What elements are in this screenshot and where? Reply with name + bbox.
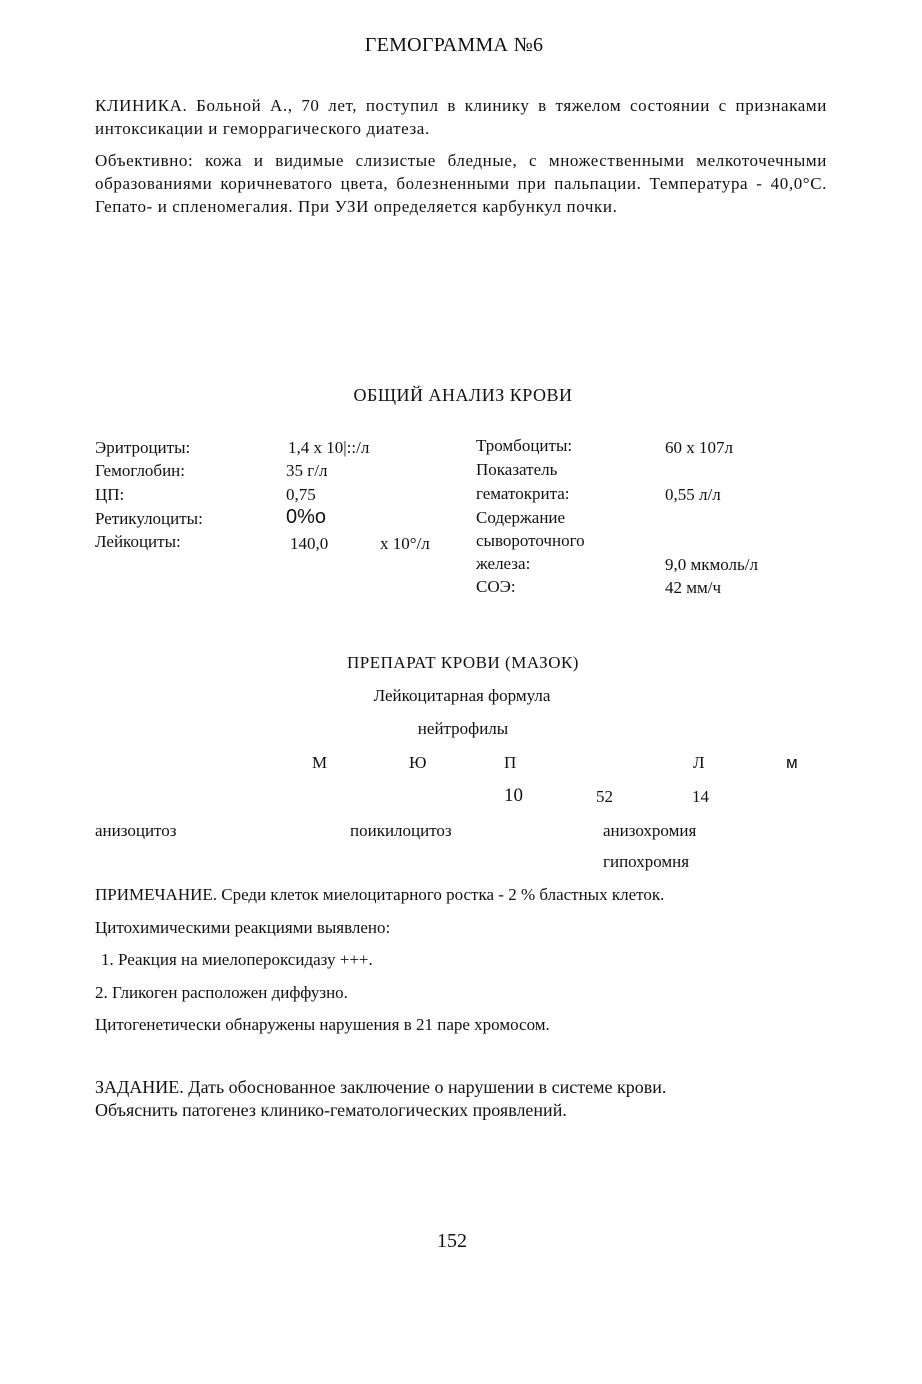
iron-label-line1: Содержание xyxy=(476,508,566,527)
hemoglobin-value: 35 г/л xyxy=(286,461,328,480)
color-index-label: ЦП: xyxy=(95,485,125,504)
column-m-myelocytes: М xyxy=(312,753,328,772)
leukocytes-value: 140,0 xyxy=(290,534,329,553)
anisocytosis-label: анизоцитоз xyxy=(95,821,177,840)
color-index-value: 0,75 xyxy=(286,485,316,504)
iron-value: 9,0 мкмоль/л xyxy=(665,555,758,574)
erythrocytes-value: 1,4 х 10|::/л xyxy=(288,438,370,457)
reticulocytes-label: Ретикулоциты: xyxy=(95,509,203,528)
hematocrit-value: 0,55 л/л xyxy=(665,485,721,504)
hypochromia-label: гипохромня xyxy=(603,852,690,871)
platelets-label: Тромбоциты: xyxy=(476,436,573,455)
neutrophils-heading: нейтрофилы xyxy=(417,719,509,738)
page-title: ГЕМОГРАММА №6 xyxy=(364,34,544,56)
leukocyte-formula-heading: Лейкоцитарная формула xyxy=(373,686,551,705)
erythrocytes-label: Эритроциты: xyxy=(95,438,191,457)
hematocrit-label-line2: гематокрита: xyxy=(476,484,570,503)
note-text: ПРИМЕЧАНИЕ. Среди клеток миелоцитарного ростка - 2 % бластных клеток. xyxy=(95,885,665,904)
page-number: 152 xyxy=(437,1230,467,1252)
hemoglobin-label: Гемоглобин: xyxy=(95,461,185,480)
column-p-band: П xyxy=(504,753,517,772)
iron-label-line3: железа: xyxy=(476,554,531,573)
blood-analysis-heading: ОБЩИЙ АНАЛИЗ КРОВИ xyxy=(353,385,573,405)
cytochemistry-item-1: 1. Реакция на миелопероксидазу +++. xyxy=(101,950,373,969)
task-line-2: Объяснить патогенез клинико-гематологических проявлений. xyxy=(95,1100,567,1120)
smear-heading: ПРЕПАРАТ КРОВИ (МАЗОК) xyxy=(347,653,579,672)
cytogenetics-text: Цитогенетически обнаружены нарушения в 21 паре хромосом. xyxy=(95,1015,550,1034)
reticulocytes-value: 0%о xyxy=(286,506,327,528)
clinic-paragraph: КЛИНИКА. Больной А., 70 лет, поступил в клинику в тяжелом состоянии с признаками интоксикации и геморрагического диатеза. xyxy=(95,96,827,138)
task-line-1: ЗАДАНИЕ. Дать обоснованное заключение о нарушении в системе крови. xyxy=(95,1077,667,1097)
band-value: 10 xyxy=(504,785,523,806)
esr-label: СОЭ: xyxy=(476,577,516,596)
hematocrit-label-line1: Показатель xyxy=(476,460,558,479)
cytochemistry-intro: Цитохимическими реакциями выявлено: xyxy=(95,918,391,937)
platelets-value: 60 х 107л xyxy=(665,438,733,457)
lymphocytes-value: 14 xyxy=(692,787,709,806)
esr-value: 42 мм/ч xyxy=(665,578,722,597)
segmented-value: 52 xyxy=(596,787,613,806)
iron-label-line2: сывороточного xyxy=(476,531,585,550)
poikilocytosis-label: поикилоцитоз xyxy=(350,821,452,840)
anisochromia-label: анизохромия xyxy=(603,821,697,840)
leukocytes-label: Лейкоциты: xyxy=(95,532,181,551)
column-yu-metamyelocytes: Ю xyxy=(409,753,427,772)
column-l-lymphocytes: Л xyxy=(693,753,705,772)
cytochemistry-item-2: 2. Гликоген расположен диффузно. xyxy=(95,983,348,1002)
column-m-monocytes: м xyxy=(786,753,798,772)
objective-paragraph: Объективно: кожа и видимые слизистые бледные, с множественными мелкоточечными образованиями коричневатого цвета, болезненными при пальпации. Температура - 40,0°С. Гепато- и спленомегалия. При УЗИ определяется карбункул почки. xyxy=(95,151,827,216)
leukocytes-unit: х 10°/л xyxy=(380,534,430,553)
